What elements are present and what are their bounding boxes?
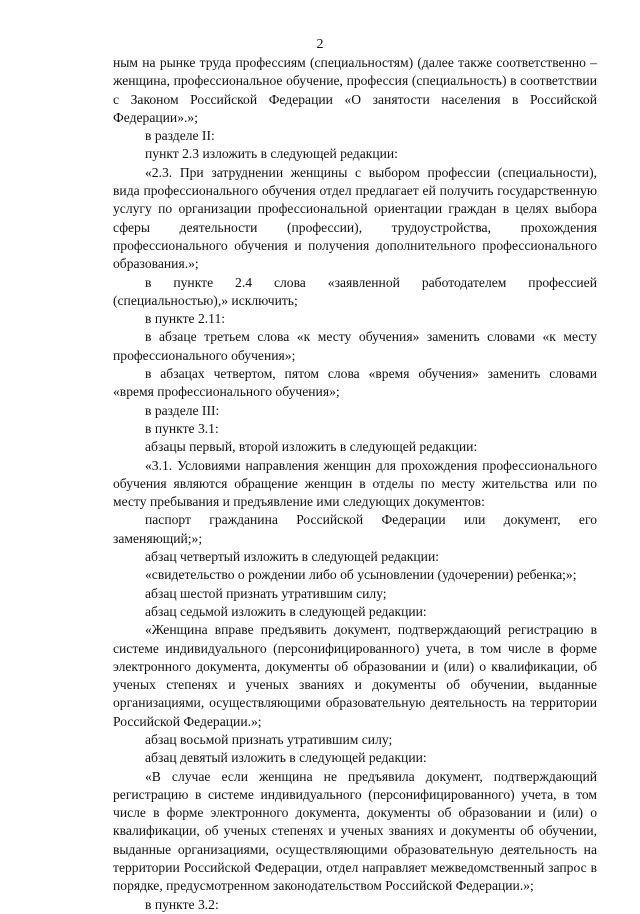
- paragraph: абзац седьмой изложить в следующей редакции:: [145, 603, 427, 619]
- page-number: 2: [316, 37, 324, 52]
- paragraph: «3.1. Условиями направления женщин для прохождения профессионального обучения являются обращение женщин в отделы по месту жительства или по месту пребывания и предъявление ими следующих документов:: [113, 457, 597, 510]
- paragraph: абзацы первый, второй изложить в следующей редакции:: [145, 439, 478, 455]
- paragraph: «Женщина вправе предъявить документ, подтверждающий регистрацию в системе индивидуального (персонифицированного) учета, в том числе в форме электронного документа, документы об образовании и (или) о квалификации, об ученых степенях и ученых званиях и документы об обучении, выданные организациями, осуществляющими образовательную деятельность на территории Российской Федерации.»;: [113, 622, 597, 729]
- paragraph: в пункте 3.2:: [145, 896, 219, 912]
- paragraph: «2.3. При затруднении женщины с выбором профессии (специальности), вида профессионального обучения отдел предлагает ей получить государственную услугу по организации профессиональной ориентации граждан в целях выбора сферы деятельности (профессии), трудоустройства, прохождения профессионального обучения и получения дополнительного профессионального образования.»;: [113, 164, 597, 272]
- paragraph: абзац четвертый изложить в следующей редакции:: [145, 549, 440, 565]
- paragraph: абзац восьмой признать утратившим силу;: [145, 731, 393, 747]
- paragraph: в пункте 2.4 слова «заявленной работодателем профессией (специальностью),» исключить;: [113, 274, 597, 308]
- paragraph: абзац шестой признать утратившим силу;: [145, 585, 387, 601]
- paragraph: в пункте 2.11:: [145, 311, 226, 327]
- paragraph: паспорт гражданина Российской Федерации или документ, его заменяющий;»;: [113, 512, 597, 546]
- paragraph: «В случае если женщина не предъявила документ, подтверждающий регистрацию в системе индивидуального (персонифицированного) учета, в том числе в форме электронного документа, документы об образовании и (или) о квалификации, об ученых степенях и ученых званиях и документы об обучении, выданные организациями, осуществляющими образовательную деятельность на территории Российской Федерации, отдел направляет межведомственный запрос в порядке, предусмотренном законодательством Российской Федерации.»;: [113, 768, 597, 894]
- document-body: [113, 54, 597, 914]
- paragraph: ным на рынке труда профессиям (специальностям) (далее также соответственно – женщина, профессиональное обучение, профессия (специальность) в соответствии с Законом Российской Федерации «О занятости населения в Российской Федерации».»;: [113, 55, 597, 125]
- paragraph: абзац девятый изложить в следующей редакции:: [145, 750, 427, 766]
- paragraph: пункт 2.3 изложить в следующей редакции:: [145, 146, 398, 162]
- paragraph: «свидетельство о рождении либо об усыновлении (удочерении) ребенка;»;: [145, 567, 577, 583]
- paragraph: в абзацах четвертом, пятом слова «время обучения» заменить словами «время профессионального обучения»;: [113, 366, 597, 400]
- paragraph: в абзаце третьем слова «к месту обучения» заменить словами «к месту профессионального обучения»;: [113, 329, 597, 363]
- paragraph: в пункте 3.1:: [145, 420, 219, 436]
- paragraph: в разделе III:: [145, 402, 220, 418]
- paragraph: в разделе II:: [145, 128, 215, 144]
